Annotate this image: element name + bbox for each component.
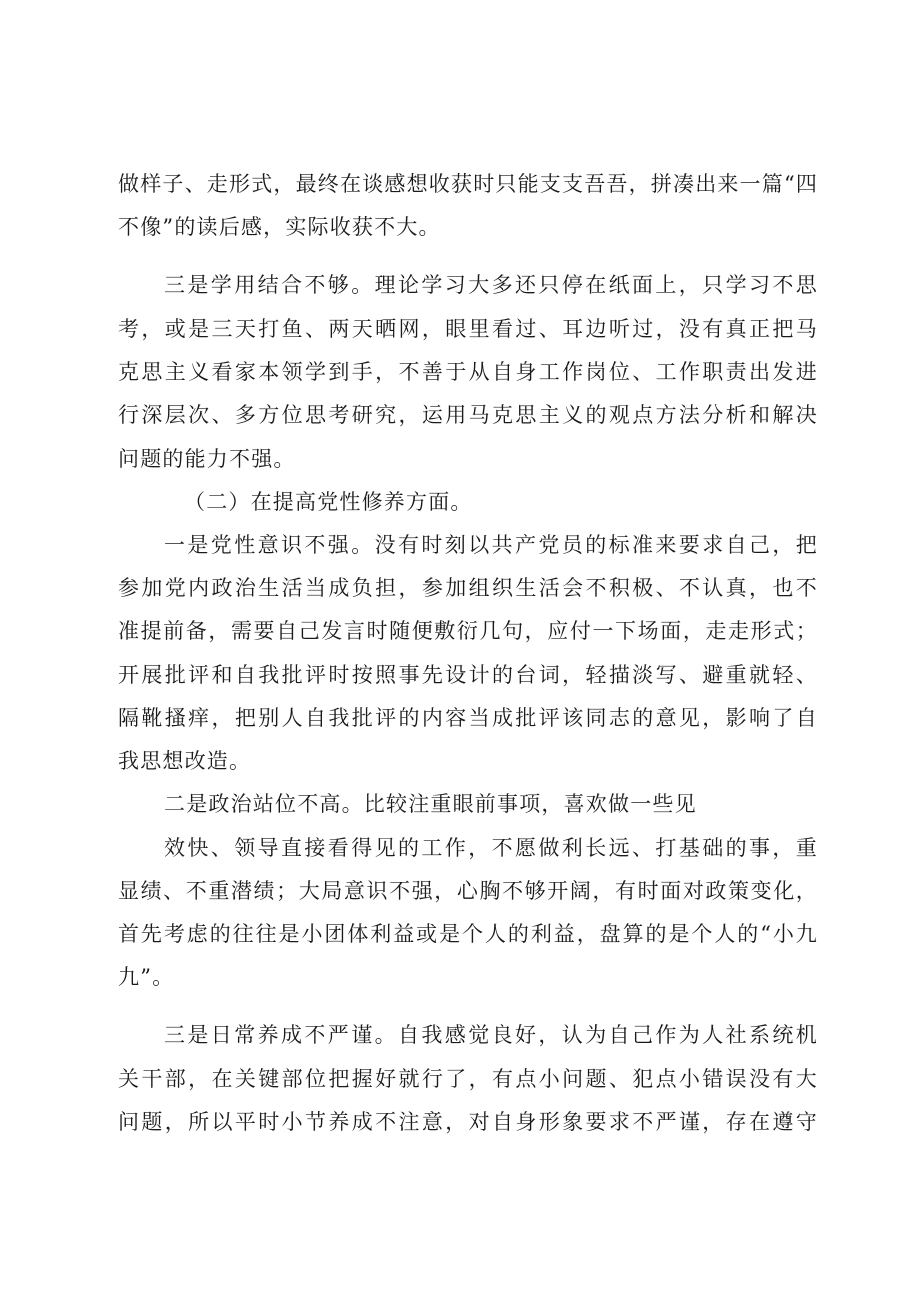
paragraph-heading-line: 一是党性意识不强。没有时刻以共产党员的标准来要求自己，把 [164,533,818,557]
text-line: 参加党内政治生活当成负担，参加组织生活会不积极、不认真，也不 [118,576,818,600]
text-line: 关干部，在关键部位把握好就行了，有点小问题、犯点小错误没有大 [118,1067,818,1091]
text-line: 隔靴搔痒，把别人自我批评的内容当成批评该同志的意见，影响了自 [118,706,818,730]
text-line: 首先考虑的往往是小团体利益或是个人的利益，盘算的是个人的“小九 [118,922,818,946]
text-line: 问题，所以平时小节养成不注意，对自身形象要求不严谨，存在遵守 [118,1110,818,1134]
text-line: 考，或是三天打鱼、两天晒网，眼里看过、耳边听过，没有真正把马 [118,317,818,341]
text-line: 开展批评和自我批评时按照事先设计的台词，轻描淡写、避重就轻、 [118,663,818,687]
text-line: 准提前备，需要自己发言时随便敷衍几句，应付一下场面，走走形式； [118,619,818,643]
section-heading: （二）在提高党性修养方面。 [184,490,473,514]
text-line: 克思主义看家本领学到手，不善于从自身工作岗位、工作职责出发进 [118,360,818,384]
text-line: 行深层次、多方位思考研究，运用马克思主义的观点方法分析和解决 [118,403,818,427]
text-line: 我思想改造。 [118,749,252,773]
text-line: 不像”的读后感，实际收获不大。 [118,215,441,239]
text-line: 效快、领导直接看得见的工作，不愿做利长远、打基础的事，重 [164,836,818,860]
text-line: 九”。 [118,965,175,989]
text-line: 问题的能力不强。 [118,447,296,471]
text-line: 显绩、不重潜绩；大局意识不强，心胸不够开阔，有时面对政策变化， [118,879,818,903]
paragraph-heading-line: 二是政治站位不高。比较注重眼前事项，喜欢做一些见 [164,792,697,816]
paragraph-heading-line: 三是学用结合不够。理论学习大多还只停在纸面上，只学习不思 [164,273,818,297]
text-line: 做样子、走形式，最终在谈感想收获时只能支支吾吾，拼凑出来一篇“四 [118,172,819,196]
paragraph-heading-line: 三是日常养成不严谨。自我感觉良好，认为自己作为人社系统机 [164,1023,818,1047]
